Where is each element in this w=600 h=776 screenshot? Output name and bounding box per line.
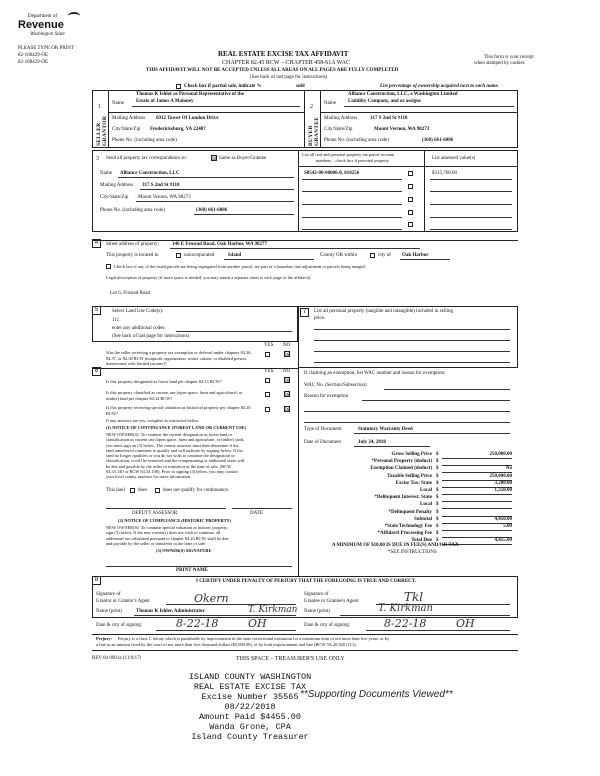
grantor-sig-label-2: Grantor or Grantor's Agent: [96, 599, 150, 604]
stamp-line: 08/22/2018: [224, 702, 276, 712]
supporting-docs-note: **Supporting Documents Viewed**: [300, 689, 453, 700]
grantor-sig-label-1: Signature of: [96, 592, 121, 597]
s5-yes: YES: [264, 343, 274, 348]
tax-row-label: *State Technology Fee: [384, 524, 432, 529]
buyer-name-2: Liability Company, and or assigns: [348, 99, 421, 104]
send-correspondence-label: Send all property tax correspondence to:: [106, 156, 187, 161]
receipt-note-2: when stamped by cashier.: [474, 61, 526, 66]
parcel-2-personal-checkbox[interactable]: [408, 184, 413, 189]
grantee-date: 8-22-18: [384, 617, 427, 630]
county-or-label: County OR within: [320, 253, 357, 258]
grantee-name-label: Name (print): [304, 609, 330, 614]
rev-code: REV 84 0001a (11/9/17): [92, 656, 142, 661]
city-of-label: city of: [378, 253, 391, 258]
form-chapter: CHAPTER 82.45 RCW – CHAPTER 458-61A WAC: [222, 60, 350, 66]
tax-row-currency: $: [436, 524, 439, 529]
s6-heading-2: (2) NOTICE OF COMPLIANCE (HISTORIC PROPERTY): [118, 518, 232, 523]
tax-row-line: [442, 530, 512, 531]
tax-row-currency: $: [436, 516, 439, 522]
receipt-note-1: This form is your receipt: [484, 55, 534, 60]
s3-phone-label: Phone No. (including area code): [100, 208, 165, 213]
sold-label: sold: [296, 84, 305, 89]
s6-p1-line: land no longer qualifies or you do not wish to continue the designation or: [106, 453, 235, 459]
s3-name-label: Name: [100, 171, 112, 176]
parcel-header-2: numbers – check box if personal property: [316, 158, 390, 163]
tax-row-line: [442, 501, 512, 502]
section-8-num: 8: [92, 576, 101, 585]
unincorporated-label: unincorporated: [184, 253, 215, 258]
grantor-city-initials: OH: [248, 617, 267, 630]
please-type: PLEASE TYPE OR PRINT: [18, 46, 74, 51]
same-as-buyer-checkbox[interactable]: ☒: [212, 155, 218, 162]
s6-q2-yes[interactable]: [265, 392, 270, 397]
street-label: Street address of property:: [106, 242, 159, 247]
stamp-line: Wanda Grone, CPA: [209, 722, 291, 732]
tax-row-currency: $: [436, 480, 439, 486]
legal-description: Lot 6, Frostad Road: [110, 291, 150, 296]
same-as-buyer-label: Same as Buyer/Grantee: [219, 156, 267, 161]
seller-name-2: Estate of James A Maloney: [136, 99, 194, 104]
section-7-box: [298, 306, 518, 368]
s6-q2-no[interactable]: ☒: [285, 391, 291, 398]
perjury-text-2: a fine in an amount fixed by the court of not more than five thousand dollars ($5,000.00), or by both imprisonment and fine (RCW 9A.20.020 (1C)).: [96, 642, 357, 647]
s5-q1-no[interactable]: ☒: [285, 351, 291, 358]
wac-label: WAC No. (Section/Subsection): [304, 383, 367, 388]
seller-num: 1: [98, 104, 101, 110]
tax-row-currency: $: [436, 502, 439, 508]
s6-p1-line: classification, it will be removed and the compensating or additional taxes will: [106, 458, 245, 464]
s6-p1-line: 84.33.140 or RCW 84.34.108). Prior to signing (3) below, you may contact: [106, 469, 238, 475]
county-name: Island: [228, 253, 242, 258]
land-use-see-back: (See back of last page for instructions): [112, 334, 190, 339]
tax-row-label: Exemption Claimed (deduct): [370, 466, 432, 472]
tax-row-value: 250,000.00: [489, 452, 512, 457]
seller-name-label: Name: [112, 101, 124, 106]
form-code-2: 82-168429-OE: [18, 60, 48, 65]
doc-type-label: Type of Document: [304, 427, 342, 432]
tax-row-label: *Affidavit Processing Fee: [377, 531, 432, 537]
tax-row-line: [442, 494, 512, 495]
assessed-header: List assessed value(s): [432, 156, 476, 161]
s5-question-1: Was the seller receiving a property tax exemption or deferral under chapters 84.36, 84.37, or 84.38 RCW (nonprofit organization, senior citizen, or disabled person, homeowner with limited income)?: [106, 350, 252, 366]
personal-property-label-1: List all personal property (tangible and intangible) included in selling: [314, 309, 453, 314]
grantor-print-signature: T. Kirkman: [248, 605, 298, 615]
tax-row-value: 3,200.00: [494, 480, 512, 486]
city-name: Oak Harbor: [402, 253, 429, 258]
tax-row-currency: $: [436, 531, 439, 537]
form-code-1: 82-168429-OE: [18, 53, 48, 58]
s6-heading-3: (3) OWNER(S) SIGNATURE: [156, 548, 212, 553]
located-label: This property is located in: [106, 253, 159, 258]
minimum-fee-note: A MINIMUM OF $10.00 IS DUE IN FEE(S) AND/OR TAX: [332, 543, 459, 548]
parcel-4-personal-checkbox[interactable]: [408, 210, 413, 215]
assessed-value: $315,768.00: [432, 171, 457, 176]
does-label: does: [138, 488, 148, 493]
tax-row-line: [442, 523, 512, 524]
seller-name-1: Thomas K Ishler as Personal Representative of the: [136, 92, 245, 97]
personal-property-label-2: price.: [314, 316, 326, 321]
seller-mail-label: Mailing Address: [112, 116, 146, 121]
s6-p1-line: classification as current use (open space, farm and agriculture, or timber) land,: [106, 437, 245, 443]
s6-question-1: Is this property designated as forest land per chapter 84.33 RCW?: [106, 379, 222, 384]
exemption-label: If claiming an exemption, list WAC number and reason for exemption:: [304, 371, 446, 376]
list-percentage-note: List percentage of ownership acquired next to each name.: [380, 84, 500, 89]
seller-city-label: City/State/Zip: [112, 127, 141, 132]
s3-phone: (360) 661-6086: [196, 208, 228, 213]
s6-p1-line: NEW OWNER(S): To continue the current designation as forest land or: [106, 432, 233, 437]
tax-row-label: *Delinquent Interest: State: [374, 495, 432, 501]
s5-q1-yes[interactable]: [265, 352, 270, 357]
s5-no: NO: [283, 343, 291, 348]
dor-logo: [18, 12, 88, 42]
does-not-checkbox[interactable]: [155, 488, 160, 493]
logo-swoosh-icon: [68, 12, 80, 20]
parcel-number: S8542-00-00006-0, 810256: [304, 171, 360, 176]
tax-row-value: No: [505, 466, 512, 472]
tax-row-currency: $: [436, 495, 439, 501]
section-6-num: 6: [92, 367, 101, 376]
unincorporated-checkbox[interactable]: [176, 253, 181, 258]
doc-type: Statutory Warranty Deed: [358, 427, 413, 432]
s6-paragraph-2: [106, 525, 296, 546]
land-use-label: Select Land Use Code(s):: [112, 309, 164, 314]
treasurer-stamp: [140, 672, 360, 742]
tax-row-label: Total Due: [411, 538, 432, 544]
parcel-5-personal-checkbox[interactable]: [408, 222, 413, 227]
does-checkbox[interactable]: [130, 488, 135, 493]
tax-row-currency: $: [436, 538, 439, 544]
seller-side-label: SELLER GRANTOR: [96, 115, 108, 146]
tax-row-value: 4,450.00: [494, 516, 512, 522]
grantor-name: Thomas K Ishler, Administrator: [136, 609, 205, 614]
buyer-side-label: BUYER GRANTEE: [308, 116, 320, 146]
tax-row-currency: $: [436, 459, 439, 465]
buyer-mail-label: Mailing Address: [324, 116, 358, 121]
tax-row-label: *Personal Property (deduct): [371, 459, 432, 465]
segregated-checkbox[interactable]: [106, 264, 111, 269]
s6-question-3: Is this property receiving special valuation as historical property per chapter 84.26 RCW?: [106, 405, 251, 416]
s6-q3-no[interactable]: ☒: [285, 406, 291, 413]
section-7-num: 7: [300, 308, 309, 317]
form-warning: THIS AFFIDAVIT WILL NOT BE ACCEPTED UNLESS ALL AREAS ON ALL PAGES ARE FULLY COMPLETED: [146, 68, 399, 73]
logo-revenue: Revenue: [18, 19, 64, 31]
tax-row-label: Gross Selling Price: [391, 452, 432, 457]
treasurer-use-only: THIS SPACE – TREASURER'S USE ONLY: [236, 656, 345, 662]
deputy-date-label: DATE: [250, 511, 263, 516]
s6-paragraph-1: [106, 432, 296, 480]
tax-row-currency: $: [436, 452, 439, 457]
s6-p2-line: sign (3) below. If the new owner(s) does not wish to continue, all: [106, 530, 221, 536]
form-see-back: (See back of last page for instructions): [250, 75, 328, 80]
buyer-name-1: Alliance Construction, LLC, a Washington Limited: [348, 92, 458, 97]
tax-row-value: 1,250.00: [494, 488, 512, 493]
s6-p2-line: and payable by the seller or transferor at the time of sale.: [106, 540, 206, 546]
buyer-city-label: City/State/Zip: [324, 127, 353, 132]
s3-mail: 317 S 2nd St #110: [142, 183, 180, 188]
certify-statement: I CERTIFY UNDER PENALTY OF PERJURY THAT THE FOREGOING IS TRUE AND CORRECT.: [196, 579, 417, 584]
s6-yes: YES: [264, 369, 274, 374]
seller-city: Fredericksburg, VA 22407: [150, 127, 206, 132]
parcel-header-1: List all real and personal property tax parcel account: [302, 152, 395, 157]
s6-heading-1: (1) NOTICE OF CONTINUANCE (FOREST LAND OR CURRENT USE): [106, 425, 246, 430]
stamp-line: Excise Number 35565: [201, 692, 299, 702]
s3-city: Mount Vernon, WA 98273: [138, 195, 191, 200]
grantee-sig-label-2: Grantee or Grantee's Agent: [304, 599, 359, 604]
grantor-date-label: Date & city of signing:: [96, 623, 143, 628]
tax-row-currency: $: [436, 488, 439, 493]
tax-row-value: 250,000.00: [489, 473, 512, 479]
does-not-label: does not qualify for continuance.: [163, 488, 229, 493]
grantor-signature: Okern: [194, 592, 229, 605]
s6-q1-no[interactable]: ☒: [285, 377, 291, 384]
stamp-line: REAL ESTATE EXCISE TAX: [193, 682, 307, 692]
land-use-code: 111: [112, 318, 120, 323]
tax-row-label: Local: [420, 488, 432, 493]
perjury-label: Perjury:: [96, 636, 113, 641]
logo-state: Washington State: [30, 32, 65, 37]
tax-row-currency: $: [436, 509, 439, 515]
tax-row-label: Excise Tax: State: [395, 480, 432, 486]
grantee-sig-label-1: Signature of: [304, 592, 329, 597]
grantee-date-label: Date & city of signing:: [304, 623, 351, 628]
within-city-checkbox[interactable]: [370, 253, 375, 258]
buyer-phone: (360) 661-6086: [422, 138, 454, 143]
tax-row-value: 5.00: [503, 524, 512, 529]
s6-p1-line: your local county assessor for more information.: [106, 474, 192, 480]
reason-label: Reason for exemption: [304, 394, 349, 399]
doc-date: July 24, 2018: [358, 440, 386, 445]
stamp-line: Amount Paid $4455.00: [198, 712, 302, 722]
tax-row-line: [442, 508, 512, 509]
legal-label: Legal description of property (if more space is needed, you may attach a separate sheet to each page of the affidavit): [106, 275, 311, 280]
section-4-num: 4: [92, 239, 101, 248]
seller-phone-label: Phone No. (including area code): [112, 138, 177, 143]
stamp-line: ISLAND COUNTY WASHINGTON: [188, 672, 312, 682]
partial-sale-checkbox[interactable]: [176, 84, 181, 89]
tax-row-value: 4,455.00: [494, 538, 512, 544]
s3-mail-label: Mailing Address: [100, 183, 134, 188]
street-address: 146 E Frostad Road, Oak Harbor, WA 98277: [172, 242, 268, 247]
tax-row-label: *Delinquent Penalty: [388, 509, 432, 515]
buyer-num: 2: [310, 104, 313, 110]
s6-p2-line: NEW OWNER(S): To continue special valuation as historic property,: [106, 525, 229, 530]
s6-p2-line: additional tax calculated pursuant to chapter 84.26 RCW, shall be due: [106, 535, 229, 541]
section-5-num: 5: [92, 306, 101, 315]
grantor-name-label: Name (print): [96, 609, 122, 614]
tax-row-currency: $: [436, 466, 439, 472]
buyer-name-label: Name: [324, 101, 336, 106]
s6-p1-line: you must sign on (3) below. The county assessor must then determine if the: [106, 442, 239, 448]
perjury-text-1: Perjury is a class C felony which is punishable by imprisonment in the state correctional institution for a maximum term of not more than five years, or by: [118, 636, 390, 641]
parcel-3-personal-checkbox[interactable]: [408, 197, 413, 202]
tax-row-line: [442, 465, 512, 466]
section-3-num: 3: [96, 156, 99, 162]
form-title: REAL ESTATE EXCISE TAX AFFIDAVIT: [218, 50, 349, 58]
s6-q3-yes[interactable]: [265, 407, 270, 412]
s6-p1-line: be due and payable by the seller or transferor at the time of sale. (RCW: [106, 463, 232, 469]
grantee-city-initials: OH: [456, 617, 475, 630]
deputy-assessor-label: DEPUTY ASSESSOR: [132, 511, 178, 516]
buyer-mail: 317 S 2nd St #110: [370, 116, 408, 121]
additional-codes-label: enter any additional codes:: [112, 326, 166, 331]
this-land-label: This land: [106, 488, 125, 493]
s3-name: Alliance Construction, LLC: [120, 171, 180, 176]
tax-row-currency: $: [436, 473, 439, 479]
see-instructions: *SEE INSTRUCTIONS: [388, 550, 437, 555]
grantee-signature: Tkl: [404, 590, 424, 604]
tax-row-label: Taxable Selling Price: [387, 473, 432, 479]
buyer-phone-label: Phone No. (including area code): [324, 138, 389, 143]
seller-mail: 6912 Tower Of London Drive: [156, 116, 219, 121]
stamp-line: Island County Treasurer: [191, 732, 309, 742]
print-name-label: PRINT NAME: [176, 568, 208, 573]
doc-date-label: Date of Document: [304, 440, 341, 445]
s6-question-2: Is this property classified as current use (open space, farm and agricultural, or timber) land per chapter 84.34 RCW?: [106, 390, 243, 401]
s6-q1-yes[interactable]: [265, 378, 270, 383]
tax-row-label: Subtotal: [413, 516, 432, 522]
s6-if-yes: If any answers are yes, complete as instructed below.: [106, 418, 200, 423]
buyer-city: Mount Vernon, WA 98273: [374, 127, 430, 132]
s3-city-label: City/State/Zip: [100, 195, 129, 200]
partial-sale-label: Check box if partial sale, indicate %: [184, 84, 262, 89]
logo-dept: Department of: [28, 14, 58, 19]
tax-row-label: Local: [420, 502, 432, 508]
grantee-name: T. Kirkman: [378, 603, 433, 614]
parcel-1-personal-checkbox[interactable]: [408, 171, 413, 176]
s6-p1-line: land transferred continues to qualify and will indicate by signing below. If the: [106, 447, 243, 453]
segregated-label: Check box if any of the listed parcels are being segregated from another parcel, are part of a boundary line adjustment or parcels being merged.: [114, 264, 366, 269]
tax-row-line: [442, 458, 512, 459]
s6-no: NO: [283, 369, 291, 374]
grantor-date: 8-22-18: [176, 617, 219, 630]
